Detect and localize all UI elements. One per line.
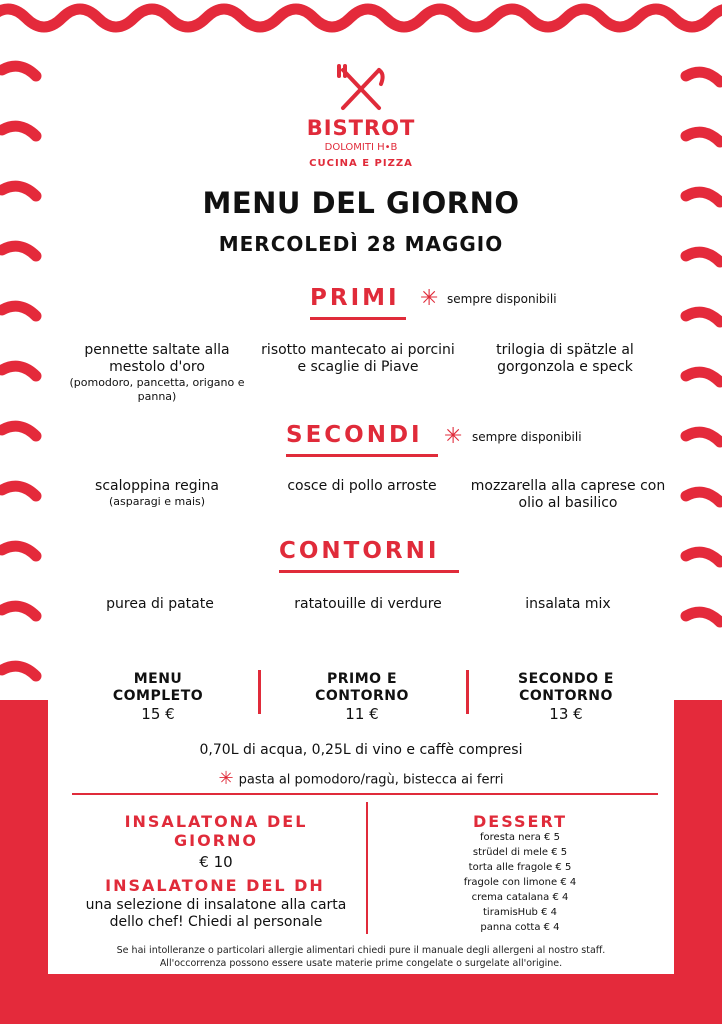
dessert-heading: DESSERT [473, 812, 567, 831]
contorni-heading: CONTORNI [279, 538, 440, 564]
asterisk-icon: ✳ [420, 286, 439, 311]
price-label: SECONDO E [518, 671, 614, 687]
included-note: 0,70L di acqua, 0,25L di vino e caffè compresi [199, 742, 523, 758]
dish-detail: (asparagi e mais) [108, 495, 206, 508]
secondi-heading: SECONDI [286, 422, 423, 448]
primi-dish-2 [258, 342, 458, 376]
brand-tagline: CUCINA E PIZZA [309, 158, 413, 169]
price-value: 15 € [141, 705, 175, 723]
insalatone-desc: una selezione di insalatone alla carta dello chef! Chiedi al personale [85, 897, 347, 930]
secondi-availability: sempre disponibili [472, 430, 582, 444]
brand-name: BISTROT [306, 116, 416, 140]
dessert-item: strüdel di mele € 5 [472, 847, 568, 858]
dish-name: trilogia di spätzle al gorgonzola e speck [496, 342, 634, 375]
box-divider [366, 802, 368, 934]
dessert-list [420, 830, 620, 935]
price-label: CONTORNO [519, 688, 613, 704]
price-value: 13 € [549, 705, 583, 723]
primi-dish-1 [62, 342, 252, 404]
secondi-underline [286, 454, 438, 457]
contorni-dish-2 [268, 596, 468, 613]
dish-name: scaloppina regina [95, 478, 219, 494]
contorni-underline [279, 570, 459, 573]
insalatone-dh-heading: INSALATONE DEL DH [105, 876, 325, 895]
dish-name: cosce di pollo arroste [287, 478, 437, 494]
contorni-dish-3 [470, 596, 666, 613]
primi-underline [310, 317, 406, 320]
price-label: COMPLETO [112, 688, 204, 704]
dessert-item: panna cotta € 4 [480, 922, 560, 933]
fork-knife-cross-icon [333, 64, 389, 114]
price-divider [466, 670, 469, 714]
dish-name: risotto mantecato ai porcini e scaglie di Piave [261, 342, 455, 375]
dish-name: mozzarella alla caprese con olio al basilico [470, 478, 666, 511]
brand-subtitle: DOLOMITI H•B [324, 142, 398, 153]
primi-availability: sempre disponibili [447, 292, 557, 306]
dish-name: pennette saltate alla mestolo d'oro [84, 342, 230, 375]
separator-line [72, 793, 658, 795]
top-wave [0, 9, 722, 27]
dish-detail: (pomodoro, pancetta, origano e panna) [69, 376, 245, 403]
secondi-dish-2 [262, 478, 462, 495]
allergen-footer: Se hai intolleranze o particolari allergie alimentari chiedi pure il manuale degli allergeni al nostro staff. All'occorrenza possono essere usate materie prime congelate o surgelate all'origine. [116, 945, 606, 969]
secondi-dish-3 [470, 478, 666, 512]
dessert-item: fragole con limone € 4 [463, 877, 577, 888]
asterisk-icon: ✳ [218, 768, 234, 789]
dessert-item: torta alle fragole € 5 [468, 862, 572, 873]
price-label: CONTORNO [315, 688, 409, 704]
insalatona-heading: INSALATONA DEL GIORNO [124, 812, 308, 850]
dessert-item: tiramisHub € 4 [483, 907, 557, 918]
dish-name: ratatouille di verdure [294, 596, 442, 612]
left-waves [2, 66, 36, 676]
price-label: PRIMO E [326, 671, 398, 687]
dessert-item: foresta nera € 5 [480, 832, 560, 843]
dessert-item: crema catalana € 4 [471, 892, 569, 903]
price-value: 11 € [345, 705, 379, 723]
dish-name: purea di patate [106, 596, 214, 612]
always-available-row [0, 768, 722, 790]
price-label: MENU [133, 671, 183, 687]
asterisk-icon: ✳ [444, 424, 463, 449]
secondi-dish-1 [62, 478, 252, 509]
price-option-1 [88, 671, 228, 723]
menu-date: MERCOLEDÌ 28 MAGGIO [218, 232, 504, 256]
contorni-dish-1 [62, 596, 258, 613]
right-waves [686, 72, 720, 622]
insalatona-price: € 10 [199, 853, 233, 871]
primi-heading: PRIMI [310, 285, 400, 311]
price-divider [258, 670, 261, 714]
page-title: MENU DEL GIORNO [202, 186, 520, 220]
price-option-2 [292, 671, 432, 723]
price-option-3 [496, 671, 636, 723]
dish-name: insalata mix [525, 596, 611, 612]
primi-dish-3 [480, 342, 650, 376]
always-available-text: pasta al pomodoro/ragù, bistecca ai ferri [238, 772, 504, 788]
